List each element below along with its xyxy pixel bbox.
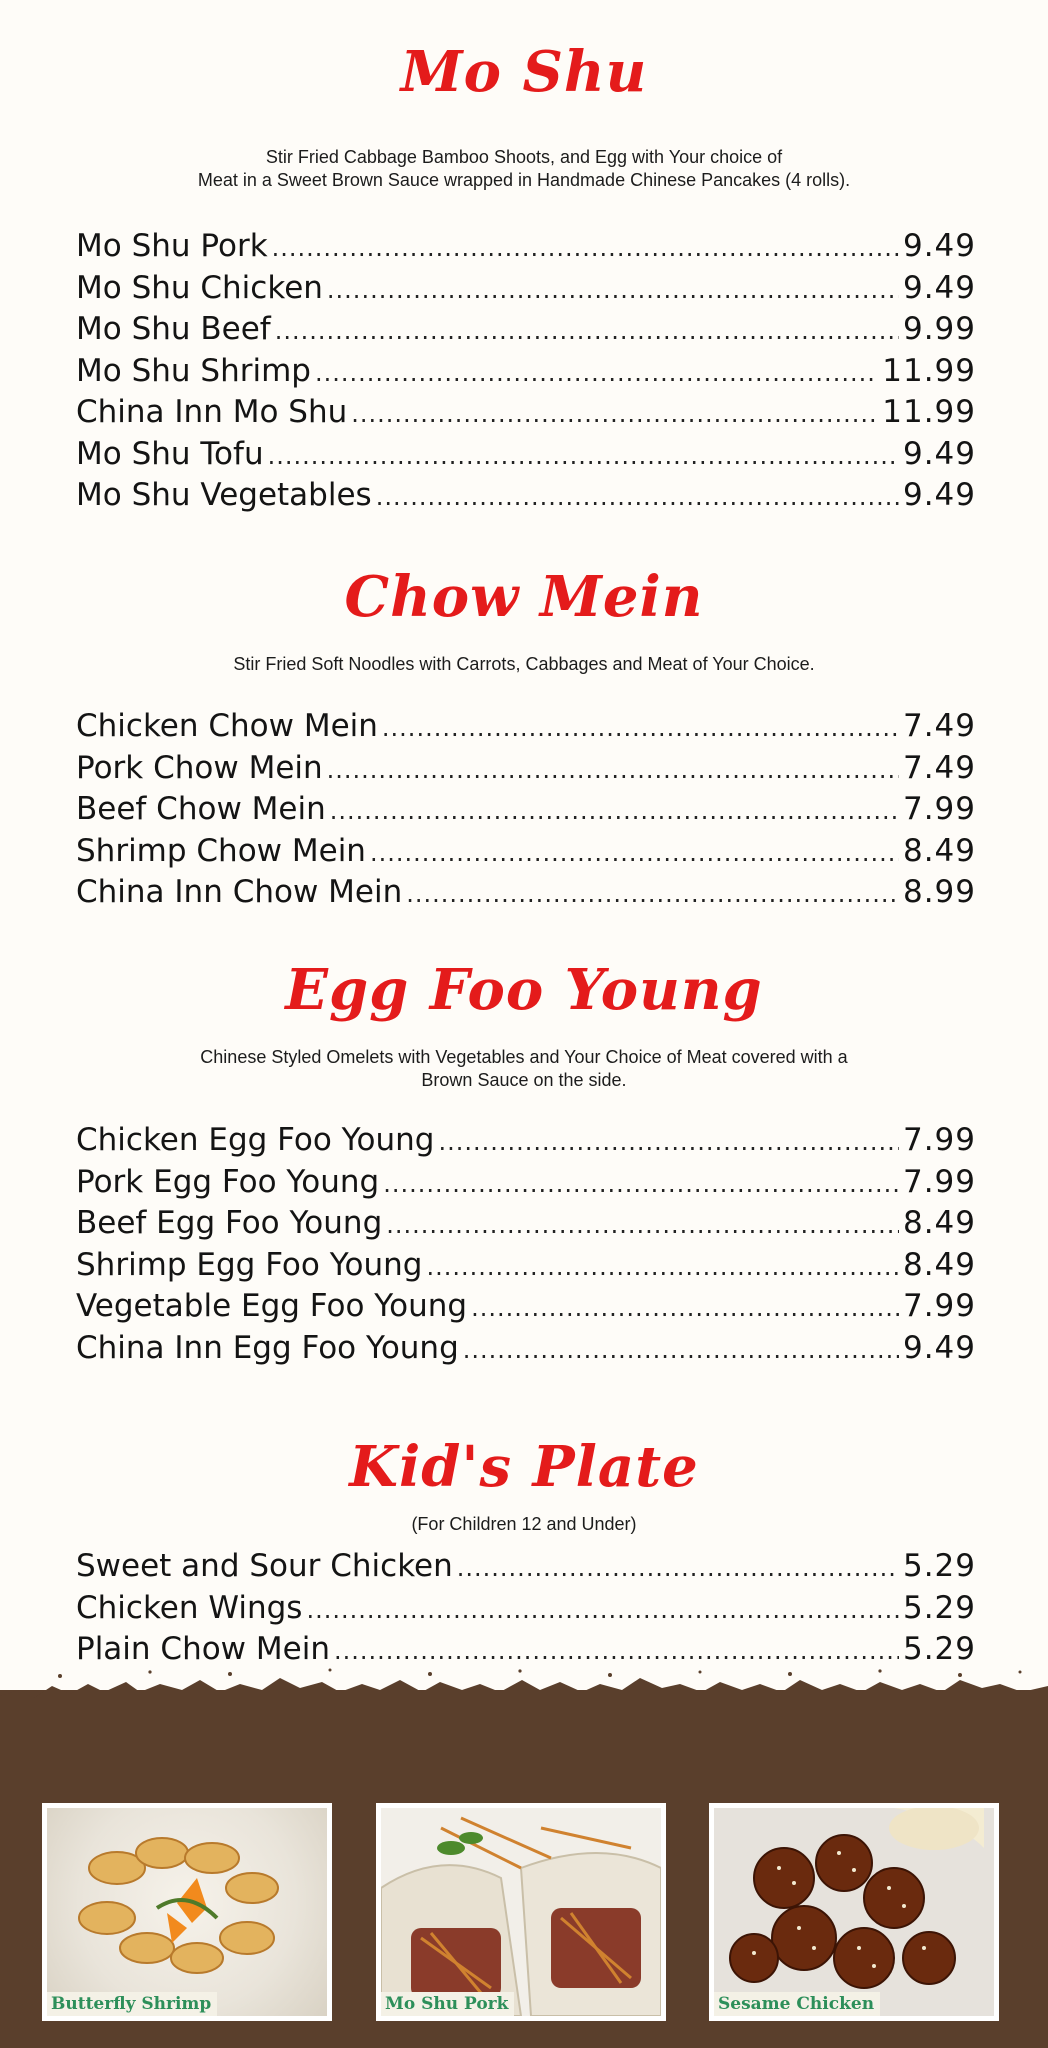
dot-leader — [327, 276, 899, 304]
item-price: 7.99 — [902, 791, 976, 827]
dot-leader — [376, 483, 899, 511]
dot-leader — [306, 1596, 899, 1624]
item-name: Chicken Wings — [76, 1589, 303, 1626]
item-price: 9.49 — [902, 435, 976, 472]
item-price: 9.49 — [902, 477, 976, 513]
section-description-line: (For Children 12 and Under) — [411, 1514, 637, 1534]
item-price: 8.49 — [902, 832, 976, 869]
item-price: 7.49 — [902, 749, 976, 786]
dot-leader — [382, 714, 899, 742]
shrimp-illustration — [47, 1808, 327, 2016]
item-name: Sweet and Sour Chicken — [76, 1548, 453, 1584]
food-photo — [47, 1808, 327, 2016]
menu-item — [76, 394, 976, 436]
section-kids-plate — [0, 1435, 1048, 1673]
item-price: 8.49 — [902, 1205, 976, 1241]
section-mo-shu — [0, 40, 1048, 519]
menu-item — [76, 311, 976, 353]
menu-list — [76, 228, 976, 519]
dot-leader — [275, 317, 899, 345]
menu-list — [76, 1548, 976, 1673]
item-name: Vegetable Egg Foo Young — [76, 1288, 468, 1324]
menu-item — [76, 477, 976, 519]
dot-leader — [370, 839, 899, 867]
item-name: Chicken Egg Foo Young — [76, 1122, 435, 1158]
item-name: Mo Shu Pork — [76, 228, 268, 264]
section-description-line: Brown Sauce on the side. — [421, 1070, 627, 1090]
item-price: 8.99 — [902, 874, 976, 910]
menu-item — [76, 1288, 976, 1330]
item-price: 7.99 — [902, 1163, 976, 1200]
food-photo — [714, 1808, 994, 2016]
item-price: 5.29 — [902, 1631, 976, 1667]
section-chow-mein — [0, 565, 1048, 916]
sesame-chicken-illustration — [714, 1808, 994, 2016]
item-price: 7.49 — [902, 708, 976, 744]
menu-item — [76, 228, 976, 270]
menu-item — [76, 270, 976, 312]
item-name: Plain Chow Mein — [76, 1631, 330, 1667]
item-name: Beef Chow Mein — [76, 791, 326, 827]
dot-leader — [334, 1637, 899, 1665]
photo-caption: Mo Shu Pork — [381, 1992, 514, 2016]
section-egg-foo-young — [0, 958, 1048, 1371]
torn-edge-decoration — [0, 1662, 1048, 1722]
photo-butterfly-shrimp — [42, 1803, 332, 2021]
menu-item — [76, 436, 976, 478]
item-price: 9.49 — [902, 228, 976, 264]
item-price: 9.49 — [902, 269, 976, 306]
menu-list — [76, 1122, 976, 1371]
menu-item — [76, 750, 976, 792]
item-price: 8.49 — [902, 1246, 976, 1283]
mo-shu-illustration — [381, 1808, 661, 2016]
item-price: 5.29 — [902, 1548, 976, 1584]
dot-leader — [406, 880, 899, 908]
menu-item — [76, 1247, 976, 1289]
item-price: 11.99 — [882, 352, 976, 389]
menu-item — [76, 1205, 976, 1247]
menu-item — [76, 1164, 976, 1206]
section-title: Kid's Plate — [349, 1434, 699, 1500]
dot-leader — [383, 1170, 899, 1198]
item-price: 7.99 — [902, 1288, 976, 1324]
item-name: Mo Shu Shrimp — [76, 352, 311, 389]
item-name: Pork Egg Foo Young — [76, 1163, 380, 1200]
item-name: Beef Egg Foo Young — [76, 1205, 383, 1241]
menu-item — [76, 1548, 976, 1590]
photo-sesame-chicken — [709, 1803, 999, 2021]
menu-item — [76, 1330, 976, 1372]
dot-leader — [268, 442, 899, 470]
menu-item — [76, 874, 976, 916]
section-description-line: Stir Fried Soft Noodles with Carrots, Cabbages and Meat of Your Choice. — [233, 654, 815, 674]
item-price: 9.99 — [902, 311, 976, 347]
photo-caption: Sesame Chicken — [714, 1992, 880, 2016]
item-name: Shrimp Egg Foo Young — [76, 1246, 423, 1283]
dot-leader — [272, 234, 899, 262]
section-title: Egg Foo Young — [285, 957, 763, 1023]
item-price: 7.99 — [902, 1122, 976, 1158]
item-name: Mo Shu Tofu — [76, 435, 264, 472]
section-title: Chow Mein — [344, 564, 704, 630]
dot-leader — [330, 797, 899, 825]
section-description-line: Meat in a Sweet Brown Sauce wrapped in Handmade Chinese Pancakes (4 rolls). — [197, 170, 851, 190]
dot-leader — [438, 1128, 899, 1156]
food-photo — [381, 1808, 661, 2016]
item-name: Mo Shu Beef — [76, 311, 271, 347]
item-name: China Inn Egg Foo Young — [76, 1329, 459, 1366]
menu-item — [76, 1590, 976, 1632]
item-name: China Inn Chow Mein — [76, 874, 403, 910]
photo-mo-shu-pork — [376, 1803, 666, 2021]
dot-leader — [327, 756, 899, 784]
item-name: Mo Shu Vegetables — [76, 477, 372, 513]
item-price: 11.99 — [882, 394, 976, 430]
item-price: 5.29 — [902, 1589, 976, 1626]
section-description-line: Chinese Styled Omelets with Vegetables and Your Choice of Meat covered with a — [200, 1047, 848, 1067]
menu-item — [76, 833, 976, 875]
menu-item — [76, 708, 976, 750]
dot-leader — [386, 1211, 899, 1239]
dot-leader — [315, 359, 878, 387]
photo-caption: Butterfly Shrimp — [47, 1992, 217, 2016]
dot-leader — [471, 1294, 899, 1322]
dot-leader — [463, 1336, 899, 1364]
item-name: Shrimp Chow Mein — [76, 832, 366, 869]
item-name: Pork Chow Mein — [76, 749, 323, 786]
menu-item — [76, 791, 976, 833]
dot-leader — [351, 400, 878, 428]
dot-leader — [426, 1253, 898, 1281]
menu-item — [76, 1122, 976, 1164]
item-price: 9.49 — [902, 1329, 976, 1366]
section-description-line: Stir Fried Cabbage Bamboo Shoots, and Egg with Your choice of — [265, 147, 783, 167]
section-title: Mo Shu — [400, 39, 648, 105]
menu-item — [76, 353, 976, 395]
item-name: China Inn Mo Shu — [76, 394, 348, 430]
menu-list — [76, 708, 976, 916]
dot-leader — [457, 1554, 899, 1582]
item-name: Chicken Chow Mein — [76, 708, 378, 744]
item-name: Mo Shu Chicken — [76, 269, 323, 306]
